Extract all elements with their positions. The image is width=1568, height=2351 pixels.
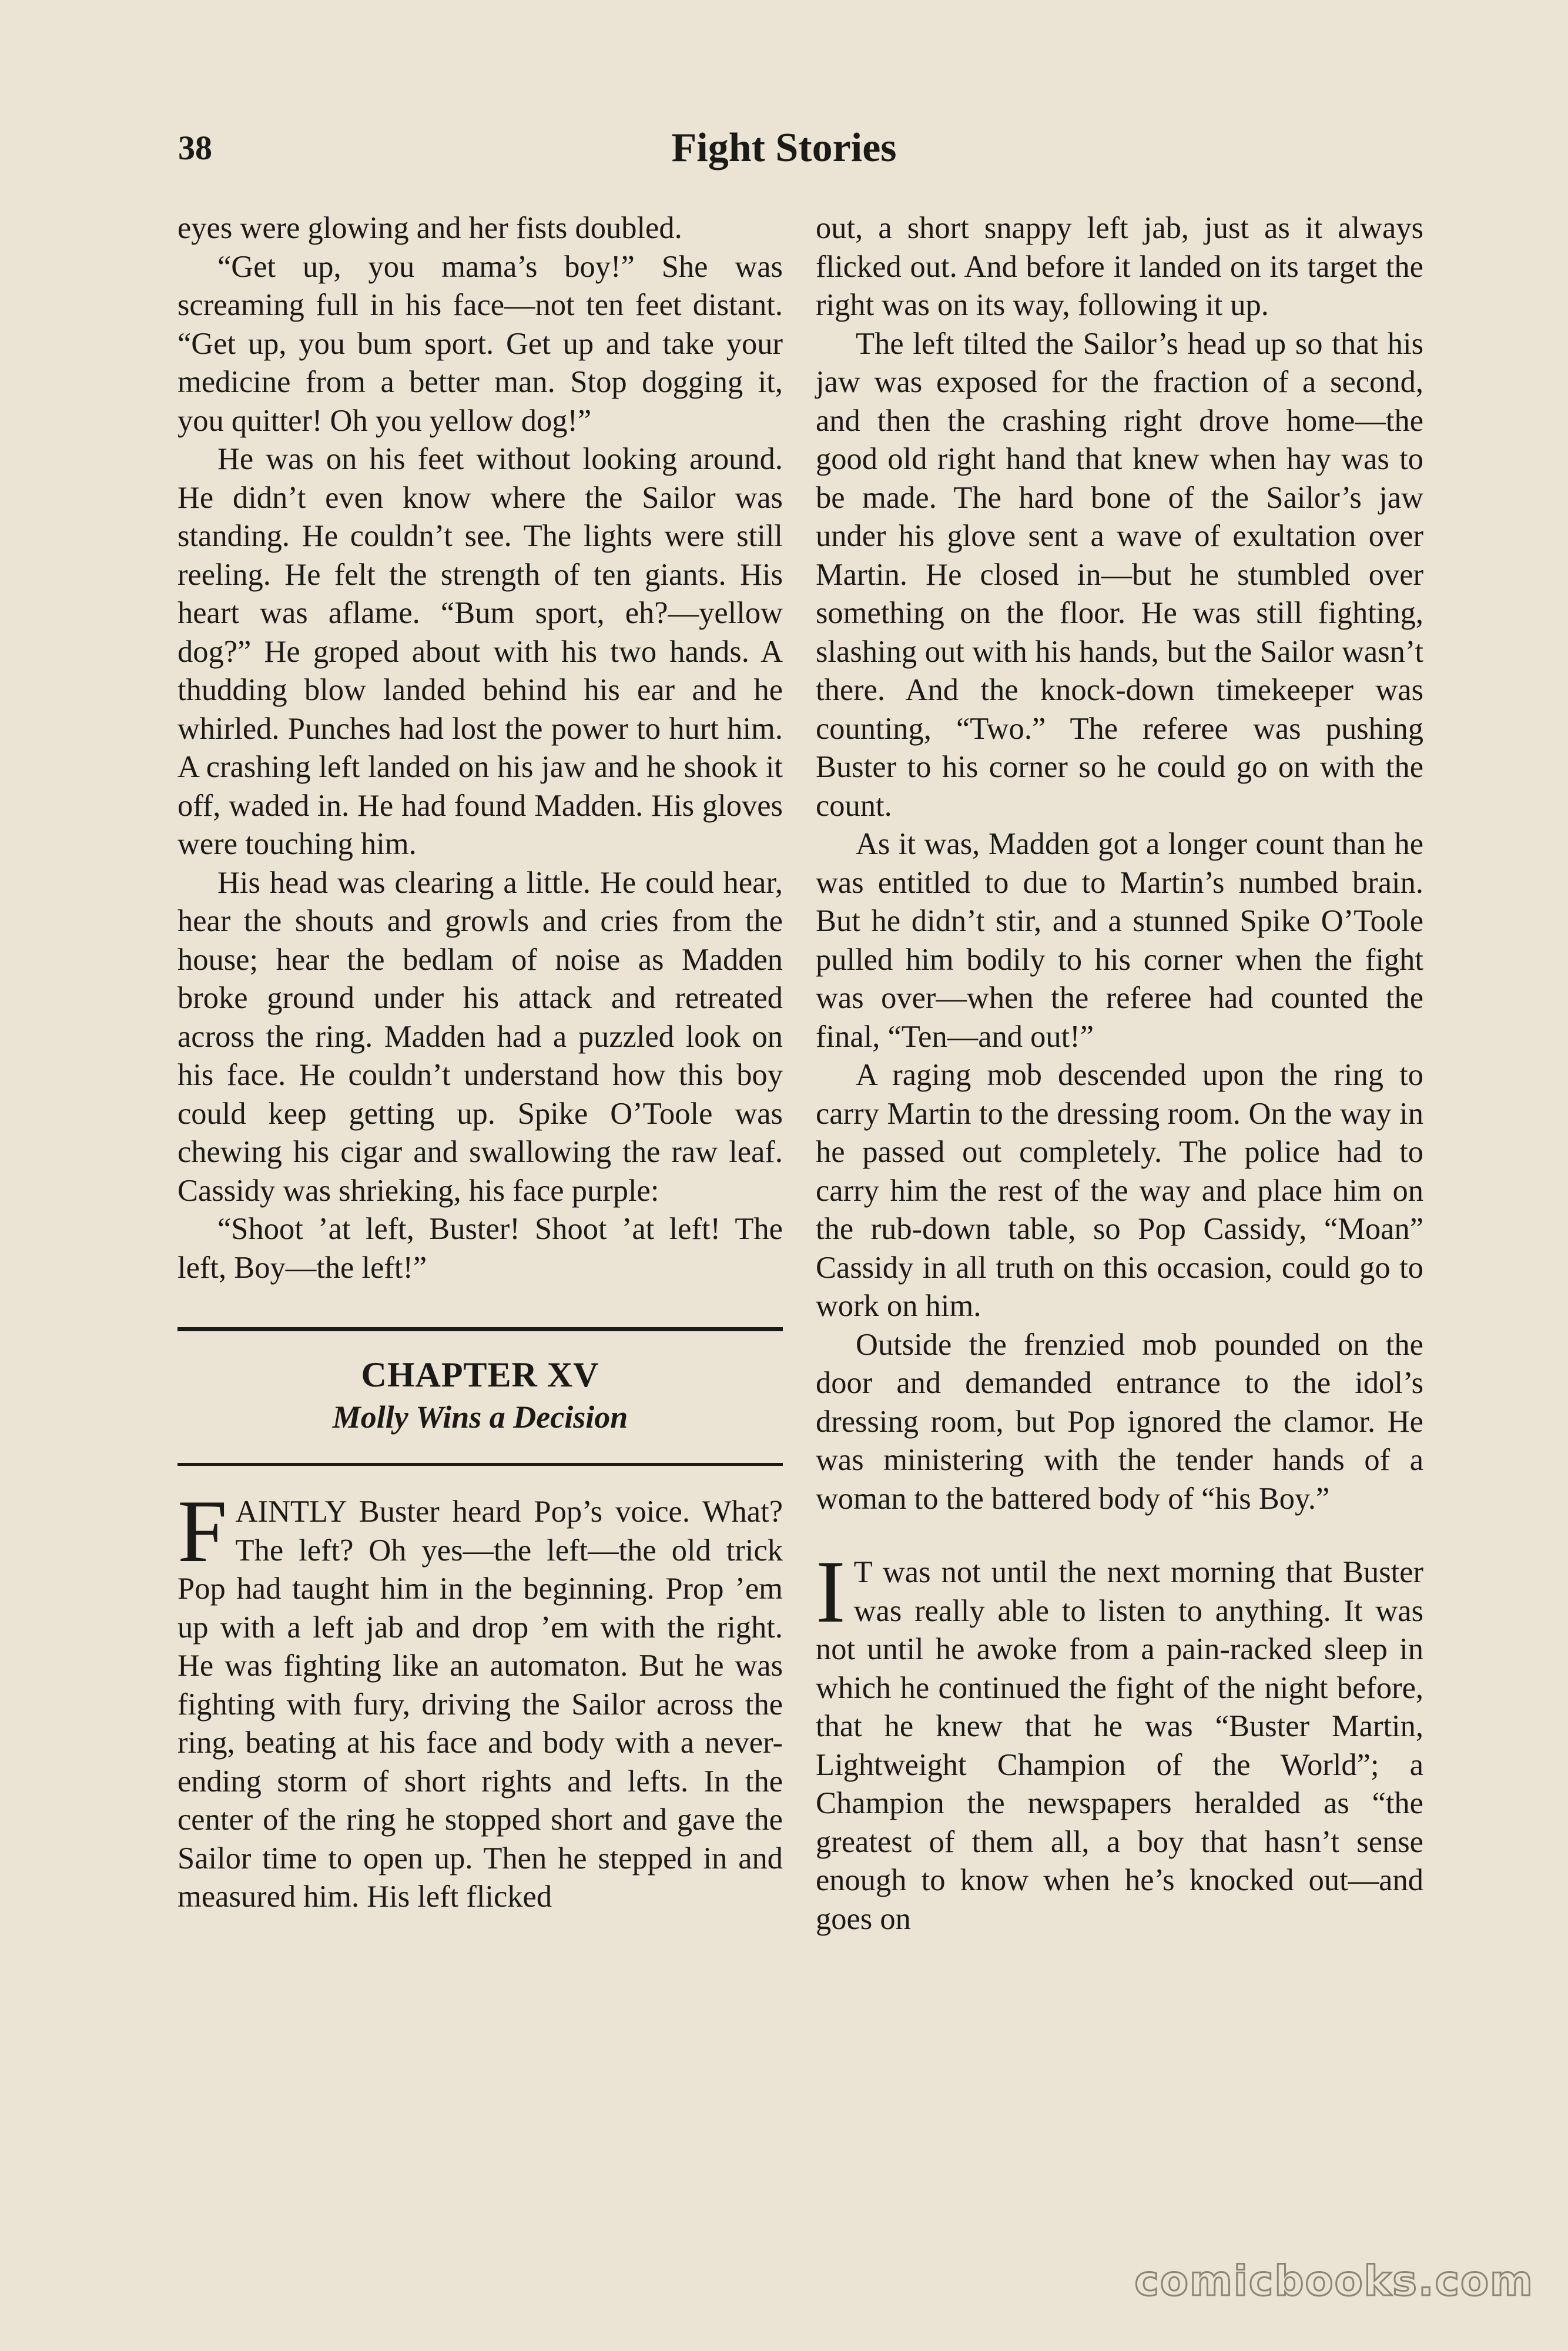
chapter-heading — [177, 1327, 783, 1466]
running-title: Fight Stories — [671, 125, 897, 170]
paragraph: eyes were glowing and her fists doubled. — [177, 211, 682, 245]
drop-cap: I — [816, 1542, 846, 1641]
left-column — [177, 209, 783, 1917]
page-number: 38 — [178, 129, 212, 167]
paragraph: “Get up, you mama’s boy!” She was screaming full in his face—not ten feet distant. “Get up, you bum sport. Get up and take your medicine from a better man. Stop dogging it, you quitter! Oh you yellow dog!” — [177, 249, 783, 438]
chapter-title: Molly Wins a Decision — [332, 1399, 628, 1435]
paragraph: “Shoot ’at left, Buster! Shoot ’at left! The left, Boy—the left!” — [177, 1212, 783, 1285]
paragraph: A raging mob descended upon the ring to carry Martin to the dressing room. On the way in he passed out completely. The police had to carry him the rest of the way and place him on the rub-down table, so Pop Cassidy, “Moan” Cassidy in all truth on this occasion, could go to work on him. — [816, 1058, 1423, 1323]
section-break — [816, 1518, 1423, 1553]
paragraph: His head was clearing a little. He could hear, hear the shouts and growls and cries from the house; hear the bedlam of noise as Madden broke ground under his attack and retreated across the ring. Madden had a puzzled look on his face. He couldn’t understand how this boy could keep getting up. Spike O’Toole was chewing his cigar and swallowing the raw leaf. Cassidy was shrieking, his face purple: — [177, 865, 783, 1208]
paragraph: The left tilted the Sailor’s head up so that his jaw was exposed for the fraction of a second, and then the crashing right drove home—the good old right hand that knew when hay was to be made. The hard bone of the Sailor’s jaw under his glove sent a wave of exultation over Martin. He closed in—but he stumbled over something on the floor. He was still fighting, slashing out with his hands, but the Sailor wasn’t there. And the knock-down timekeeper was counting, “Two.” The referee was pushing Buster to his corner so he could go on with the count. — [816, 326, 1423, 823]
paragraph-text: T was not until the next morning that Buster was really able to listen to anything. It was not until he awoke from a pain-racked sleep in which he continued the fight of the night before, that he knew that he was “Buster Martin, Lightweight Champion of the World”; a Champion the newspapers heralded as “the greatest of them all, a boy that hasn’t sense enough to know when he’s knocked out—and goes on — [816, 1555, 1423, 1936]
paragraph: out, a short snappy left jab, just as it always flicked out. And before it landed on its target the right was on its way, following it up. — [816, 211, 1423, 322]
paragraph: As it was, Madden got a longer count than he was entitled to due to Martin’s numbed brain. But he didn’t stir, and a stunned Spike O’Toole pulled him bodily to his corner when the fight was over—when the referee had counted the final, “Ten—and out!” — [816, 827, 1423, 1054]
paragraph: Outside the frenzied mob pounded on the door and demanded entrance to the idol’s dressing room, but Pop ignored the clamor. He was ministering with the tender hands of a woman to the battered body of “his Boy.” — [816, 1327, 1423, 1516]
section-opening-paragraph — [816, 1542, 1423, 1938]
drop-cap: F — [177, 1482, 227, 1580]
chapter-opening-paragraph — [177, 1482, 783, 1917]
chapter-number: CHAPTER XV — [361, 1355, 599, 1394]
paragraph-text: AINTLY Buster heard Pop’s voice. What? The left? Oh yes—the left—the old trick Pop had taught him in the beginning. Prop ’em up with a left jab and drop ’em with the right. He was fighting like an automaton. But he was fighting with fury, driving the Sailor across the ring, beating at his face and body with a never-ending storm of short rights and lefts. In the center of the ring he stopped short and gave the Sailor time to open up. Then he stepped in and measured him. His left flicked — [177, 1495, 783, 1914]
right-column — [816, 209, 1423, 1938]
paragraph: He was on his feet without looking around. He didn’t even know where the Sailor was standing. He couldn’t see. The lights were still reeling. He felt the strength of ten giants. His heart was aflame. “Bum sport, eh?—yellow dog?” He groped about with his two hands. A thudding blow landed behind his ear and he whirled. Punches had lost the power to hurt him. A crashing left landed on his jaw and he shook it off, waded in. He had found Madden. His gloves were touching him. — [177, 442, 783, 861]
watermark: comicbooks.com — [1134, 2257, 1534, 2305]
